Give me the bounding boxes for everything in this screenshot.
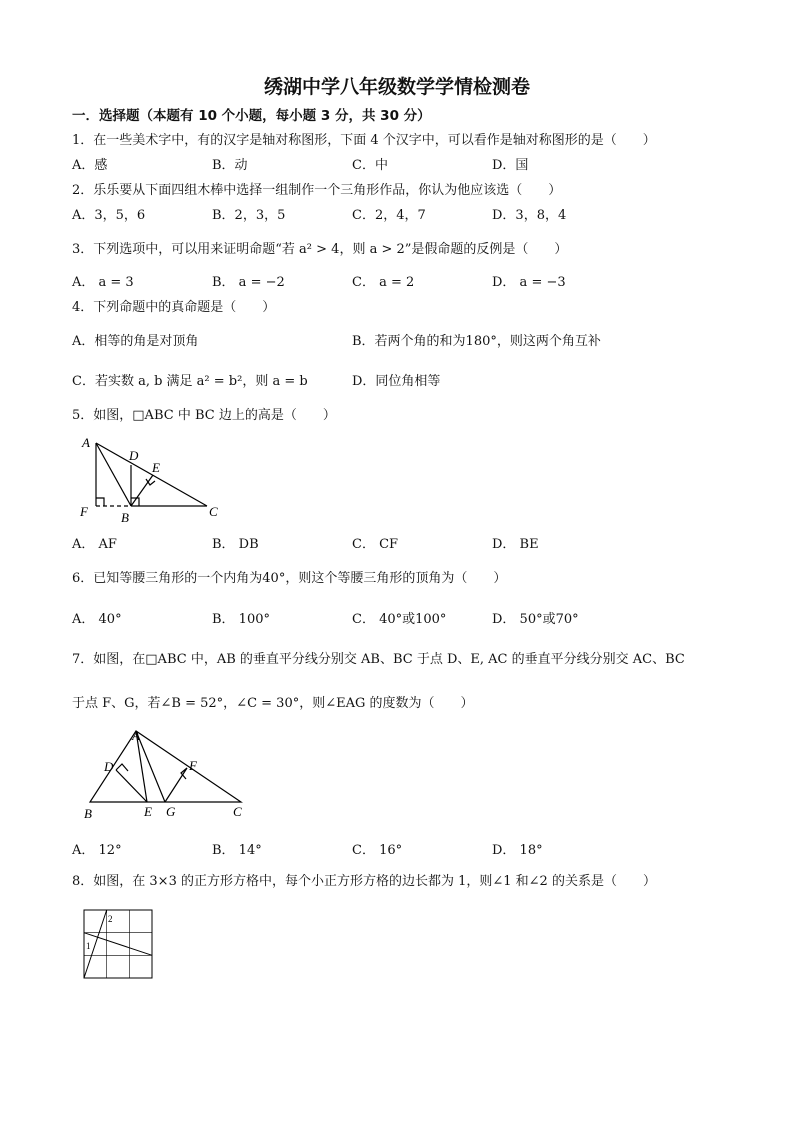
q7-label-d: D bbox=[104, 759, 114, 774]
q2-option-b: B．2，3，5 bbox=[212, 208, 286, 223]
q3-option-a: A． a = 3 bbox=[72, 275, 134, 290]
q5-stem: 5．如图，□ABC 中 BC 边上的高是（ ） bbox=[72, 408, 336, 423]
q7-label-b: B bbox=[84, 806, 92, 821]
q7-label-f: F bbox=[189, 758, 197, 773]
q8-angle-1-label: 1 bbox=[86, 941, 91, 951]
q2-stem: 2．乐乐要从下面四组木棒中选择一组制作一个三角形作品，你认为他应该选（ ） bbox=[72, 183, 562, 198]
q8-angle-2-label: 2 bbox=[108, 914, 113, 924]
q7-label-e: E bbox=[144, 804, 152, 819]
q7-stem-line2: 于点 F、G，若∠B = 52°，∠C = 30°，则∠EAG 的度数为（ ） bbox=[72, 696, 474, 711]
section-heading: 一．选择题（本题有 10 个小题，每小题 3 分，共 30 分） bbox=[72, 108, 431, 124]
q7-label-a: A bbox=[132, 728, 140, 743]
q4-option-b: B．若两个角的和为180°，则这两个角互补 bbox=[352, 334, 601, 349]
q7-stem-line1: 7．如图，在□ABC 中，AB 的垂直平分线分别交 AB、BC 于点 D、E, AC 的垂直平分线分别交 AC、BC bbox=[72, 652, 685, 667]
q1-option-c: C．中 bbox=[352, 158, 388, 173]
q3-option-b: B． a = −2 bbox=[212, 275, 285, 290]
q7-label-c: C bbox=[233, 804, 242, 819]
q3-option-d: D． a = −3 bbox=[492, 275, 566, 290]
q5-label-d: D bbox=[129, 448, 139, 463]
q4-option-a: A．相等的角是对顶角 bbox=[72, 334, 199, 349]
q1-option-a: A．感 bbox=[72, 158, 108, 173]
q4-option-d: D．同位角相等 bbox=[352, 374, 441, 389]
q4-option-c: C．若实数 a, b 满足 a² = b²，则 a = b bbox=[72, 374, 308, 389]
q1-stem: 1．在一些美术字中，有的汉字是轴对称图形，下面 4 个汉字中，可以看作是轴对称图形的是（ ） bbox=[72, 133, 656, 148]
q1-option-b: B．动 bbox=[212, 158, 248, 173]
q5-option-b: B． DB bbox=[212, 537, 259, 552]
q7-option-d: D． 18° bbox=[492, 843, 543, 858]
q2-option-c: C．2，4，7 bbox=[352, 208, 426, 223]
q6-option-b: B． 100° bbox=[212, 612, 270, 627]
q7-option-c: C． 16° bbox=[352, 843, 403, 858]
q4-stem: 4．下列命题中的真命题是（ ） bbox=[72, 300, 276, 315]
q5-label-f: F bbox=[80, 504, 88, 519]
q2-option-d: D．3，8，4 bbox=[492, 208, 567, 223]
q6-stem: 6．已知等腰三角形的一个内角为40°，则这个等腰三角形的顶角为（ ） bbox=[72, 571, 507, 586]
q7-option-b: B． 14° bbox=[212, 843, 262, 858]
q5-label-a: A bbox=[82, 435, 90, 450]
q3-option-c: C． a = 2 bbox=[352, 275, 415, 290]
q3-stem: 3．下列选项中，可以用来证明命题“若 a² > 4，则 a > 2”是假命题的反例是（ ） bbox=[72, 242, 568, 257]
q6-option-a: A． 40° bbox=[72, 612, 122, 627]
exam-title: 绣湖中学八年级数学学情检测卷 bbox=[263, 76, 530, 98]
q5-label-b: B bbox=[121, 510, 129, 525]
q5-option-c: C． CF bbox=[352, 537, 399, 552]
q8-stem: 8．如图，在 3×3 的正方形方格中，每个小正方形方格的边长都为 1，则∠1 和∠2 的关系是（ ） bbox=[72, 874, 656, 889]
q5-label-e: E bbox=[152, 460, 160, 475]
q6-option-d: D． 50°或70° bbox=[492, 612, 579, 627]
q6-option-c: C． 40°或100° bbox=[352, 612, 447, 627]
q5-option-d: D． BE bbox=[492, 537, 539, 552]
q7-label-g: G bbox=[166, 804, 176, 819]
q5-option-a: A． AF bbox=[72, 537, 117, 552]
q5-label-c: C bbox=[209, 504, 218, 519]
q7-option-a: A． 12° bbox=[72, 843, 122, 858]
q2-option-a: A．3，5，6 bbox=[72, 208, 146, 223]
q1-option-d: D．国 bbox=[492, 158, 529, 173]
